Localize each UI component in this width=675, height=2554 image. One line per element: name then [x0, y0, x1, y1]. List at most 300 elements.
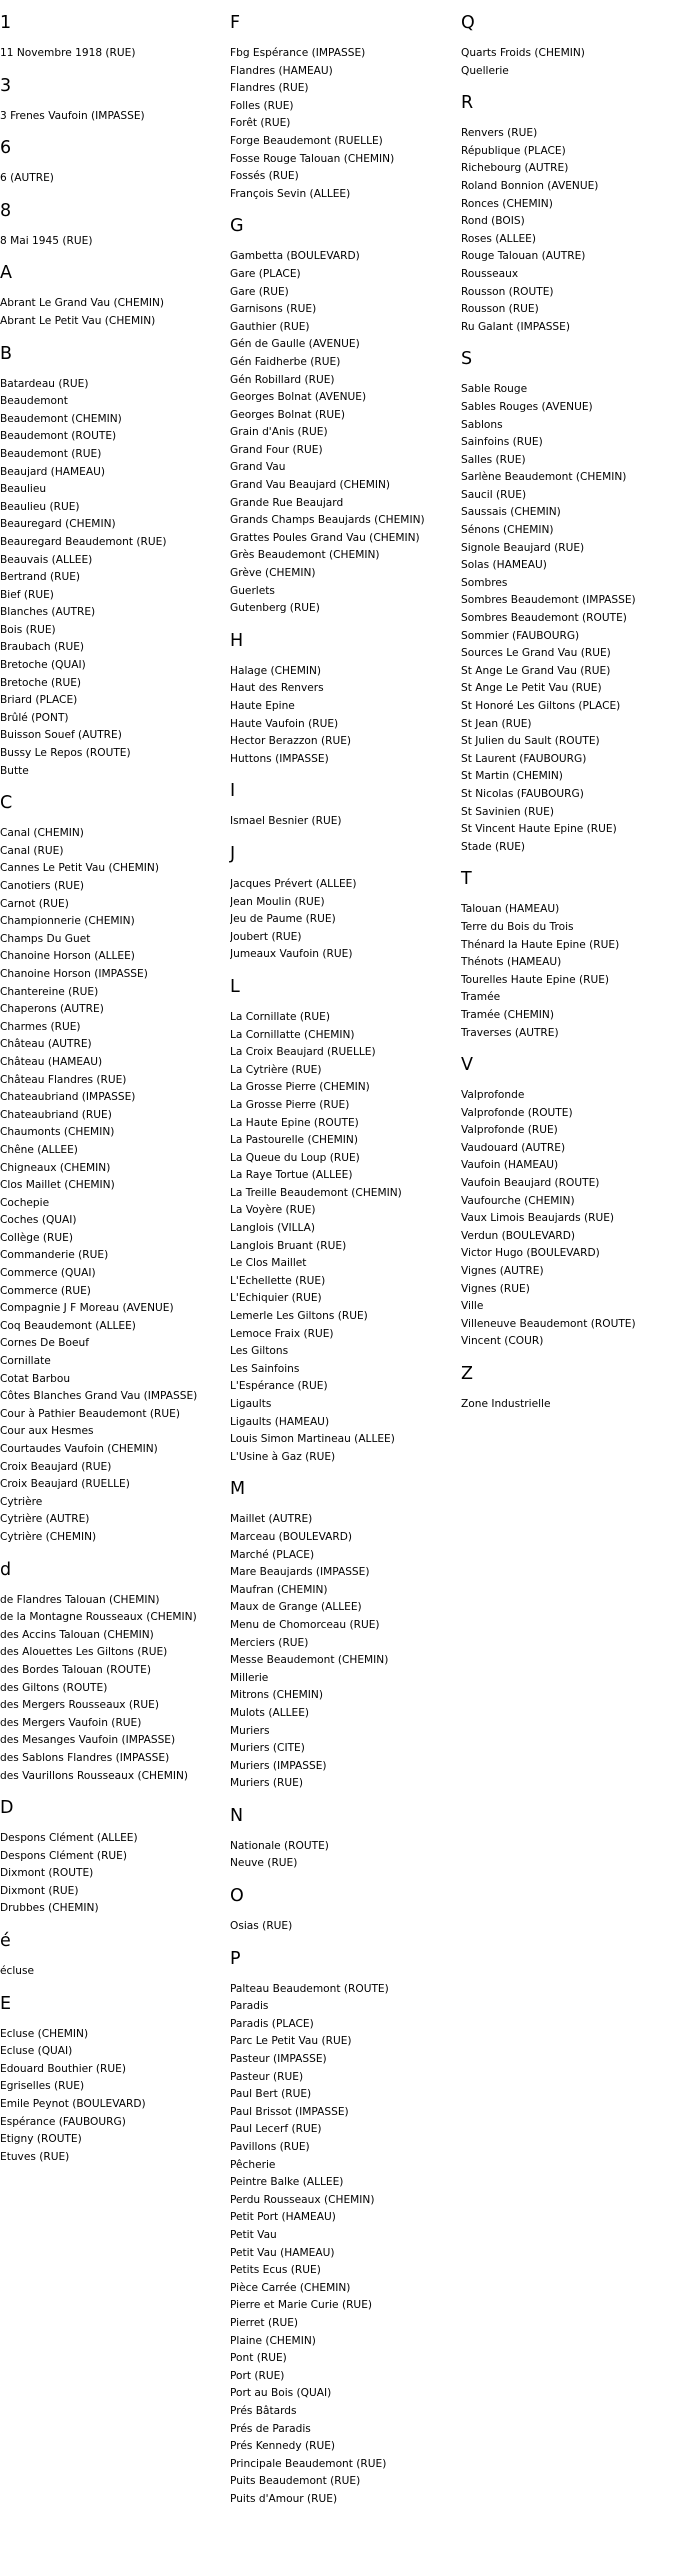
street-name: L'Espérance (RUE) [230, 1380, 328, 1393]
letter-heading: J [230, 843, 236, 864]
street-name: Pasteur (IMPASSE) [230, 2053, 327, 2066]
street-name: La Croix Beaujard (RUELLE) [230, 1046, 376, 1059]
street-name: Gare (RUE) [230, 285, 289, 298]
street-name: Tramée [461, 991, 501, 1004]
street-name: Ronces (CHEMIN) [461, 197, 553, 210]
street-name: Grève (CHEMIN) [230, 567, 316, 580]
letter-group [230, 831, 456, 964]
letter-group [230, 964, 456, 1466]
street-name: Grande Rue Beaujard [230, 496, 344, 509]
street-name: Neuve (RUE) [230, 1857, 298, 1870]
street-name: Grain d'Anis (RUE) [230, 426, 328, 439]
street-name: La Queue du Loup (RUE) [230, 1151, 360, 1164]
street-name: des Alouettes Les Giltons (RUE) [0, 1646, 168, 1659]
street-name: Pasteur (RUE) [230, 2070, 304, 2083]
street-name: Sablons [461, 418, 503, 431]
street-name: Commerce (RUE) [0, 1284, 91, 1297]
street-name: Villeneuve Beaudemont (ROUTE) [461, 1317, 636, 1330]
street-name: Principale Beaudemont (RUE) [230, 2457, 387, 2470]
letter-group [230, 1873, 456, 1936]
street-name: Parc Le Petit Vau (RUE) [230, 2035, 352, 2048]
street-list [461, 45, 675, 80]
letter-heading: A [0, 263, 12, 284]
column-1 [0, 0, 226, 2166]
street-name: Pierret (RUE) [230, 2316, 299, 2329]
street-name: Jumeaux Vaufoin (RUE) [230, 948, 353, 961]
street-name: de la Montagne Rousseaux (CHEMIN) [0, 1611, 197, 1624]
street-name: L'Echellette (RUE) [230, 1274, 326, 1287]
street-name: Etuves (RUE) [0, 2150, 70, 2163]
street-name: Sable Rouge [461, 383, 528, 396]
street-list [461, 1087, 675, 1351]
street-name: François Sevin (ALLEE) [230, 187, 351, 200]
street-name: Cotat Barbou [0, 1372, 71, 1385]
street-list [230, 813, 456, 831]
letter-heading: M [230, 1479, 246, 1500]
letter-group [461, 1042, 675, 1351]
street-list [230, 663, 456, 769]
letter-group [461, 856, 675, 1042]
street-name: Paradis [230, 2000, 269, 2013]
street-name: Mitrons (CHEMIN) [230, 1689, 323, 1702]
letter-group [230, 1466, 456, 1793]
street-name: Cour à Pathier Beaudemont (RUE) [0, 1407, 180, 1420]
street-name: des Bordes Talouan (ROUTE) [0, 1663, 151, 1676]
street-name: L'Usine à Gaz (RUE) [230, 1450, 336, 1463]
street-name: Emile Peynot (BOULEVARD) [0, 2098, 146, 2111]
column-2 [230, 0, 456, 2508]
street-name: L'Echiquier (RUE) [230, 1292, 322, 1305]
street-name: Beaulieu (RUE) [0, 500, 80, 513]
street-name: Saucil (RUE) [461, 488, 527, 501]
letter-group [230, 203, 456, 617]
street-name: Cytrière (AUTRE) [0, 1513, 90, 1526]
letter-heading: é [0, 1931, 11, 1952]
street-name: Beauregard (CHEMIN) [0, 518, 116, 531]
letter-heading: O [230, 1886, 244, 1907]
street-list [0, 233, 226, 251]
street-name: Stade (RUE) [461, 840, 526, 853]
street-name: Rousseaux [461, 267, 519, 280]
street-name: Sources Le Grand Vau (RUE) [461, 647, 611, 660]
letter-heading: 3 [0, 75, 12, 96]
street-list [0, 376, 226, 781]
letter-heading: Q [461, 13, 475, 33]
street-name: écluse [0, 1965, 35, 1978]
street-name: Bief (RUE) [0, 588, 54, 601]
street-name: Garnisons (RUE) [230, 303, 317, 316]
street-name: Fbg Espérance (IMPASSE) [230, 47, 366, 59]
street-name: Chêne (ALLEE) [0, 1143, 78, 1156]
letter-heading: H [230, 630, 244, 651]
street-name: Langlois (VILLA) [230, 1222, 316, 1235]
street-name: Roses (ALLEE) [461, 232, 536, 245]
street-name: Clos Maillet (CHEMIN) [0, 1179, 115, 1192]
street-name: Merciers (RUE) [230, 1636, 309, 1649]
street-name: des Mergers Rousseaux (RUE) [0, 1699, 159, 1712]
street-name: Gén Faidherbe (RUE) [230, 355, 341, 368]
street-list [230, 876, 456, 964]
street-name: Croix Beaujard (RUE) [0, 1460, 112, 1473]
street-name: Chateaubriand (RUE) [0, 1108, 112, 1121]
street-name: Ville [461, 1300, 484, 1313]
street-name: des Sablons Flandres (IMPASSE) [0, 1751, 170, 1764]
street-name: Haute Epine [230, 700, 295, 712]
street-name: Marceau (BOULEVARD) [230, 1530, 353, 1543]
street-name: Victor Hugo (BOULEVARD) [461, 1247, 600, 1260]
street-name: Pavillons (RUE) [230, 2141, 310, 2153]
street-name: Etigny (ROUTE) [0, 2133, 82, 2146]
letter-heading: P [230, 1948, 241, 1969]
street-name: St Nicolas (FAUBOURG) [461, 787, 584, 800]
street-name: Mare Beaujards (IMPASSE) [230, 1566, 370, 1579]
street-name: Paul Brissot (IMPASSE) [230, 2105, 349, 2118]
street-name: Tourelles Haute Epine (RUE) [461, 973, 610, 986]
letter-group [0, 125, 226, 188]
street-name: Champs Du Guet [0, 932, 91, 945]
street-name: Les Giltons [230, 1345, 289, 1358]
street-list [0, 2026, 226, 2167]
street-name: Jeu de Paume (RUE) [230, 913, 336, 926]
letter-group [0, 63, 226, 126]
letter-heading: C [0, 793, 13, 814]
street-list [461, 1396, 675, 1414]
street-name: Sarlène Beaudemont (CHEMIN) [461, 471, 627, 484]
street-name: Prés de Paradis [230, 2422, 311, 2435]
street-name: Flandres (HAMEAU) [230, 64, 333, 77]
letter-heading: 6 [0, 138, 12, 159]
street-name: Cornillate [0, 1355, 51, 1368]
letter-group [230, 0, 456, 203]
street-name: Batardeau (RUE) [0, 377, 89, 390]
street-list [0, 108, 226, 126]
street-name: Bussy Le Repos (ROUTE) [0, 747, 131, 760]
street-name: Halage (CHEMIN) [230, 664, 322, 677]
street-name: Courtaudes Vaufoin (CHEMIN) [0, 1443, 158, 1455]
street-name: La Treille Beaudemont (CHEMIN) [230, 1186, 402, 1199]
street-name: Petit Vau (HAMEAU) [230, 2246, 335, 2259]
street-name: Les Sainfoins [230, 1362, 300, 1375]
street-list [230, 248, 456, 617]
street-name: Brûlé (PONT) [0, 711, 69, 724]
street-name: St Ange Le Petit Vau (RUE) [461, 682, 602, 695]
street-name: Beaudemont (RUE) [0, 447, 102, 460]
street-name: Puits d'Amour (RUE) [230, 2492, 338, 2505]
street-name: Dixmont (ROUTE) [0, 1867, 94, 1880]
street-name: Fosse Rouge Talouan (CHEMIN) [230, 152, 395, 165]
street-name: Buisson Souef (AUTRE) [0, 729, 122, 742]
letter-group [0, 188, 226, 251]
street-name: Pierre et Marie Curie (RUE) [230, 2299, 373, 2312]
street-name: Beaujard (HAMEAU) [0, 465, 106, 478]
street-name: 3 Frenes Vaufoin (IMPASSE) [0, 109, 145, 122]
street-name: Château Flandres (RUE) [0, 1073, 127, 1086]
street-name: Sombres [461, 576, 508, 589]
street-name: Chanoine Horson (IMPASSE) [0, 967, 148, 980]
street-name: Paradis (PLACE) [230, 2017, 314, 2030]
street-name: St Julien du Sault (ROUTE) [461, 735, 600, 748]
street-name: des Mergers Vaufoin (RUE) [0, 1716, 142, 1729]
street-name: Château (AUTRE) [0, 1038, 92, 1051]
street-name: Compagnie J F Moreau (AVENUE) [0, 1302, 174, 1315]
letter-heading: F [230, 13, 241, 33]
street-name: St Vincent Haute Epine (RUE) [461, 823, 617, 836]
street-name: Abrant Le Grand Vau (CHEMIN) [0, 297, 165, 310]
street-name: Forêt (RUE) [230, 117, 291, 130]
street-name: Fossés (RUE) [230, 170, 299, 183]
street-name: Butte [0, 764, 29, 777]
street-name: Marché (PLACE) [230, 1548, 315, 1561]
street-name: Jean Moulin (RUE) [230, 895, 325, 908]
street-name: de Flandres Talouan (CHEMIN) [0, 1593, 160, 1606]
letter-group [461, 336, 675, 856]
street-name: Valprofonde (ROUTE) [461, 1106, 573, 1119]
street-name: Valprofonde [461, 1089, 525, 1102]
letter-group [0, 0, 226, 63]
street-name: Coq Beaudemont (ALLEE) [0, 1319, 136, 1332]
street-name: Paul Bert (RUE) [230, 2088, 312, 2101]
street-name: La Grosse Pierre (CHEMIN) [230, 1081, 370, 1094]
letter-group [0, 331, 226, 781]
street-name: Traverses (AUTRE) [461, 1026, 559, 1039]
street-list [0, 45, 226, 63]
street-name: Terre du Bois du Trois [461, 920, 574, 933]
street-name: Folles (RUE) [230, 99, 294, 112]
street-name: Edouard Bouthier (RUE) [0, 2062, 126, 2075]
street-name: Chanoine Horson (ALLEE) [0, 950, 135, 963]
street-name: Verdun (BOULEVARD) [461, 1229, 576, 1242]
street-name: Championnerie (CHEMIN) [0, 915, 135, 928]
street-name: Grand Vau [230, 461, 286, 474]
street-name: Ismael Besnier (RUE) [230, 815, 342, 828]
street-name: Beaudemont (CHEMIN) [0, 412, 122, 425]
street-name: Thénots (HAMEAU) [461, 956, 562, 969]
street-name: Huttons (IMPASSE) [230, 752, 329, 765]
street-name: Peintre Balke (ALLEE) [230, 2176, 344, 2189]
street-name: Langlois Bruant (RUE) [230, 1239, 347, 1252]
street-name: Château (HAMEAU) [0, 1055, 103, 1068]
street-name: Vaux Limois Beaujards (RUE) [461, 1212, 615, 1225]
street-name: Saussais (CHEMIN) [461, 506, 561, 519]
street-name: Joubert (RUE) [230, 930, 302, 943]
street-name: Cour aux Hesmes [0, 1425, 94, 1438]
letter-heading: B [0, 343, 13, 364]
street-name: Nationale (ROUTE) [230, 1839, 329, 1852]
street-name: Cannes Le Petit Vau (CHEMIN) [0, 862, 159, 875]
street-name: Grand Four (RUE) [230, 443, 323, 456]
street-name: Commerce (QUAI) [0, 1267, 96, 1280]
letter-group [0, 1918, 226, 1981]
letter-group [0, 1785, 226, 1918]
street-name: La Pastourelle (CHEMIN) [230, 1134, 358, 1147]
street-name: Port au Bois (QUAI) [230, 2387, 332, 2400]
letter-heading: Z [461, 1364, 473, 1384]
street-name: Muriers [230, 1724, 270, 1737]
street-name: Muriers (CITE) [230, 1742, 305, 1755]
street-name: St Savinien (RUE) [461, 805, 555, 818]
street-name: Cochepie [0, 1196, 50, 1209]
street-name: Bretoche (QUAI) [0, 659, 86, 672]
street-name: Grès Beaudemont (CHEMIN) [230, 549, 380, 562]
street-name: Pont (RUE) [230, 2352, 287, 2365]
street-name: Beauvais (ALLEE) [0, 553, 93, 566]
letter-heading: N [230, 1805, 244, 1826]
street-name: Chaperons (AUTRE) [0, 1003, 104, 1016]
street-name: Gare (PLACE) [230, 267, 301, 280]
street-name: St Martin (CHEMIN) [461, 770, 563, 783]
letter-heading: D [0, 1798, 14, 1819]
letter-heading: V [461, 1055, 473, 1076]
street-name: Despons Clément (ALLEE) [0, 1832, 138, 1845]
street-list [461, 901, 675, 1042]
street-name: Maux de Grange (ALLEE) [230, 1601, 362, 1614]
street-name: Coches (QUAI) [0, 1214, 77, 1227]
street-name: Georges Bolnat (AVENUE) [230, 391, 367, 404]
street-name: Croix Beaujard (RUELLE) [0, 1478, 130, 1491]
street-name: Petits Ecus (RUE) [230, 2264, 321, 2277]
street-list [230, 1838, 456, 1873]
street-name: Paul Lecerf (RUE) [230, 2123, 322, 2136]
street-name: Hector Berazzon (RUE) [230, 735, 352, 748]
letter-heading: d [0, 1559, 12, 1580]
street-name: Mulots (ALLEE) [230, 1706, 310, 1719]
street-name: Gén de Gaulle (AVENUE) [230, 338, 360, 351]
street-name: Cornes De Boeuf [0, 1337, 89, 1350]
street-name: Canal (CHEMIN) [0, 827, 84, 840]
street-name: Grattes Poules Grand Vau (CHEMIN) [230, 531, 420, 544]
street-name: Beauregard Beaudemont (RUE) [0, 535, 167, 548]
letter-heading: T [461, 869, 472, 890]
street-name: Renvers (RUE) [461, 127, 538, 140]
street-name: Commanderie (RUE) [0, 1249, 109, 1262]
street-name: La Cornillatte (CHEMIN) [230, 1028, 355, 1041]
street-name: Gutenberg (RUE) [230, 602, 320, 615]
street-name: Quellerie [461, 64, 509, 77]
letter-heading: S [461, 349, 473, 370]
street-name: La Cornillate (RUE) [230, 1010, 330, 1023]
letter-heading: L [230, 976, 240, 997]
letter-group [230, 1936, 456, 2509]
street-name: Bretoche (RUE) [0, 676, 82, 689]
street-name: Chateaubriand (IMPASSE) [0, 1091, 136, 1104]
street-name: Ligaults (HAMEAU) [230, 1415, 330, 1428]
street-name: République (PLACE) [461, 144, 566, 157]
street-name: St Jean (RUE) [461, 717, 532, 730]
street-name: Guerlets [230, 584, 275, 597]
street-name: Ecluse (QUAI) [0, 2045, 73, 2058]
street-name: Vignes (AUTRE) [461, 1265, 544, 1278]
street-name: Vaufoin (HAMEAU) [461, 1159, 559, 1172]
street-name: des Giltons (ROUTE) [0, 1681, 108, 1694]
street-name: Menu de Chomorceau (RUE) [230, 1618, 380, 1631]
street-name: Vaudouard (AUTRE) [461, 1141, 566, 1154]
street-name: des Accins Talouan (CHEMIN) [0, 1628, 154, 1641]
street-name: Dixmont (RUE) [0, 1884, 79, 1897]
street-name: Richebourg (AUTRE) [461, 162, 569, 175]
letter-group [461, 80, 675, 336]
street-list [0, 1830, 226, 1918]
street-name: Perdu Rousseaux (CHEMIN) [230, 2193, 375, 2206]
street-name: Rouge Talouan (AUTRE) [461, 250, 586, 263]
street-name: Chigneaux (CHEMIN) [0, 1161, 111, 1174]
street-name: Talouan (HAMEAU) [461, 903, 560, 916]
column-3 [461, 0, 675, 1414]
street-list [230, 1981, 456, 2509]
street-name: Louis Simon Martineau (ALLEE) [230, 1433, 395, 1446]
street-name: Ligaults [230, 1398, 272, 1410]
street-name: Signole Beaujard (RUE) [461, 541, 585, 554]
street-name: Espérance (FAUBOURG) [0, 2115, 126, 2128]
street-name: Haute Vaufoin (RUE) [230, 717, 339, 730]
letter-heading: G [230, 216, 244, 237]
street-name: Pêcherie [230, 2158, 276, 2171]
street-name: Grand Vau Beaujard (CHEMIN) [230, 479, 391, 492]
street-name: Egriselles (RUE) [0, 2080, 85, 2093]
street-name: Tramée (CHEMIN) [461, 1008, 554, 1021]
street-name: Cytrière (CHEMIN) [0, 1530, 97, 1543]
street-name: Ecluse (CHEMIN) [0, 2027, 89, 2040]
street-name: Haut des Renvers [230, 682, 324, 695]
street-name: Messe Beaudemont (CHEMIN) [230, 1654, 389, 1667]
street-name: Valprofonde (RUE) [461, 1124, 558, 1137]
street-name: Palteau Beaudemont (ROUTE) [230, 1982, 389, 1995]
letter-group [461, 0, 675, 80]
street-name: Thénard la Haute Epine (RUE) [461, 938, 620, 951]
street-name: Plaine (CHEMIN) [230, 2334, 316, 2347]
street-name: 6 (AUTRE) [0, 172, 54, 185]
letter-heading: 8 [0, 200, 12, 221]
street-name: La Raye Tortue (ALLEE) [230, 1169, 353, 1182]
street-list [0, 170, 226, 188]
street-name: Lemerle Les Giltons (RUE) [230, 1310, 368, 1323]
street-name: Rousson (RUE) [461, 303, 539, 316]
street-name: Ru Galant (IMPASSE) [461, 320, 570, 333]
street-name: Chantereine (RUE) [0, 985, 99, 998]
street-list [461, 381, 675, 856]
street-list [461, 125, 675, 336]
street-name: Quarts Froids (CHEMIN) [461, 47, 585, 59]
street-list [230, 1918, 456, 1936]
street-list [230, 1511, 456, 1793]
street-name: Prés Bâtards [230, 2404, 297, 2417]
street-name: Chaumonts (CHEMIN) [0, 1126, 115, 1139]
street-name: Bois (RUE) [0, 623, 56, 636]
street-name: Roland Bonnion (AVENUE) [461, 179, 599, 192]
street-name: Lemoce Fraix (RUE) [230, 1327, 334, 1340]
street-name: Collège (RUE) [0, 1231, 73, 1244]
street-name: Maufran (CHEMIN) [230, 1583, 328, 1596]
letter-group [0, 1981, 226, 2167]
letter-heading: I [230, 781, 236, 802]
street-name: Puits Beaudemont (RUE) [230, 2475, 361, 2488]
street-name: Côtes Blanches Grand Vau (IMPASSE) [0, 1390, 198, 1403]
street-name: Le Clos Maillet [230, 1257, 307, 1270]
street-name: Abrant Le Petit Vau (CHEMIN) [0, 314, 156, 327]
street-list [0, 1592, 226, 1786]
street-name: Canotiers (RUE) [0, 880, 85, 892]
street-name: Maillet (AUTRE) [230, 1513, 313, 1526]
street-name: Braubach (RUE) [0, 641, 85, 654]
street-name: Rond (BOIS) [461, 215, 525, 228]
street-name: Vaufoin Beaujard (ROUTE) [461, 1177, 600, 1190]
letter-group [0, 250, 226, 330]
street-name: Rousson (ROUTE) [461, 285, 554, 298]
street-name: Blanches (AUTRE) [0, 606, 96, 619]
letter-group [0, 780, 226, 1546]
street-name: St Ange Le Grand Vau (RUE) [461, 664, 611, 677]
letter-group [461, 1351, 675, 1414]
street-list [230, 1009, 456, 1466]
